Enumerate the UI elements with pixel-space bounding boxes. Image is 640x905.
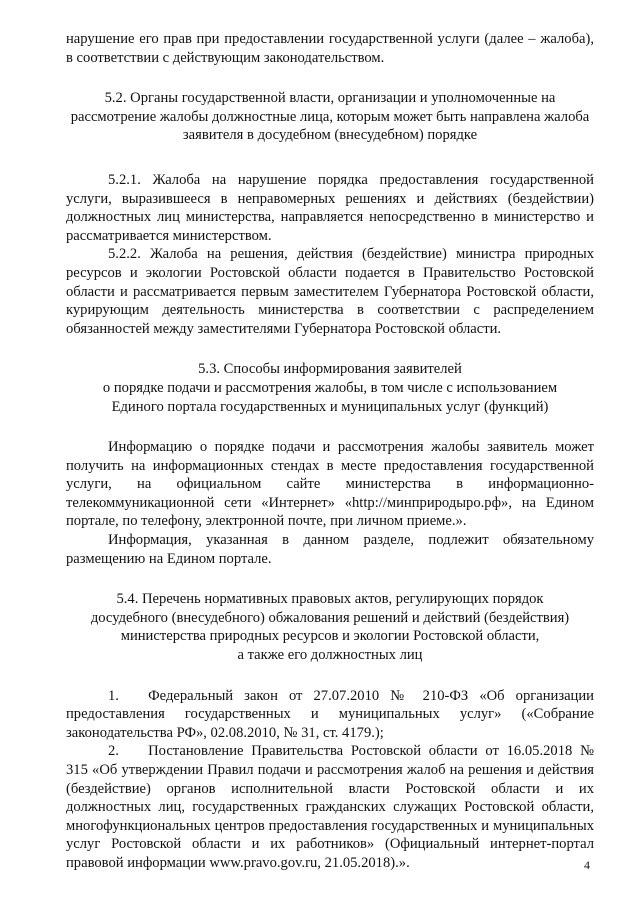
section-5-3-heading-line1: 5.3. Способы информирования заявителей xyxy=(198,361,462,378)
spacer xyxy=(66,338,594,360)
section-5-2-heading: 5.2. Органы государственной власти, организации и уполномоченные на рассмотрение жалобы должностные лица, которым может быть направлена жалоба заявителя в досудебном (внесудебном) порядке xyxy=(70,90,590,144)
page-number: 4 xyxy=(584,858,590,872)
spacer xyxy=(66,568,594,590)
spacer xyxy=(66,67,594,89)
section-5-4-heading-line2: досудебного (внесудебного) обжалования решений и действий (бездействия) xyxy=(90,609,570,626)
paragraph-5-2-1: 5.2.1. Жалоба на нарушение порядка предоставления государственной услуги, выразившееся в неправомерных решениях и действиях (бездействии) должностных лиц министерства, направляется непосредственно в министерство и рассматривается министерством. xyxy=(66,171,594,244)
section-5-3-heading-line2: о порядке подачи и рассмотрения жалобы, в том числе с использованием xyxy=(102,379,558,396)
section-5-4-heading-line1: 5.4. Перечень нормативных правовых актов, регулирующих порядок xyxy=(116,591,544,608)
section-5-4-heading-line3: министерства природных ресурсов и экологии Ростовской области, xyxy=(120,628,540,645)
spacer xyxy=(66,145,594,171)
legal-act-item-1: 1. Федеральный закон от 27.07.2010 № 210-ФЗ «Об организации предоставления государственных и муниципальных услуг» («Собрание законодательства РФ», 02.08.2010, № 31, ст. 4179.); xyxy=(66,687,594,741)
section-5-3-heading-line3: Единого портала государственных и муниципальных услуг (функций) xyxy=(111,398,549,415)
paragraph-5-3-notice: Информация, указанная в данном разделе, подлежит обязательному размещению на Едином портале. xyxy=(66,532,594,567)
paragraph-5-3-info: Информацию о порядке подачи и рассмотрения жалобы заявитель может получить на информационных стендах в месте предоставления государственной услуги, на официальном сайте министерства в информационно-телекоммуникационной сети «Интернет» «http://минприродыро.рф», на Едином портале, по телефону, электронной почте, при личном приеме.». xyxy=(66,439,594,530)
legal-act-item-2: 2. Постановление Правительства Ростовской области от 16.05.2018 № 315 «Об утверждении Правил подачи и рассмотрения жалоб на решения и действия (бездействие) органов исполнительной власти Ростовской области и их должностных лиц, государственных гражданских служащих Ростовской области, многофункциональных центров предоставления государственных и муниципальных услуг Ростовской области и их работников» (Официальный интернет-портал правовой информации www.pravo.gov.ru, 21.05.2018).». xyxy=(66,743,594,871)
paragraph-5-2-2: 5.2.2. Жалоба на решения, действия (бездействие) министра природных ресурсов и экологии Ростовской области подается в Правительство Ростовской области и рассматривается первым заместителем Губернатора Ростовской области, курирующим деятельность министерства в соответствии с распределением обязанностей между заместителями Губернатора Ростовской области. xyxy=(66,246,594,337)
intro-paragraph: нарушение его прав при предоставлении государственной услуги (далее – жалоба), в соответствии с действующим законодательством. xyxy=(66,31,594,66)
section-5-4-heading-line4: а также его должностных лиц xyxy=(237,647,423,664)
spacer xyxy=(66,416,594,438)
spacer xyxy=(66,665,594,687)
document-body xyxy=(66,30,594,873)
